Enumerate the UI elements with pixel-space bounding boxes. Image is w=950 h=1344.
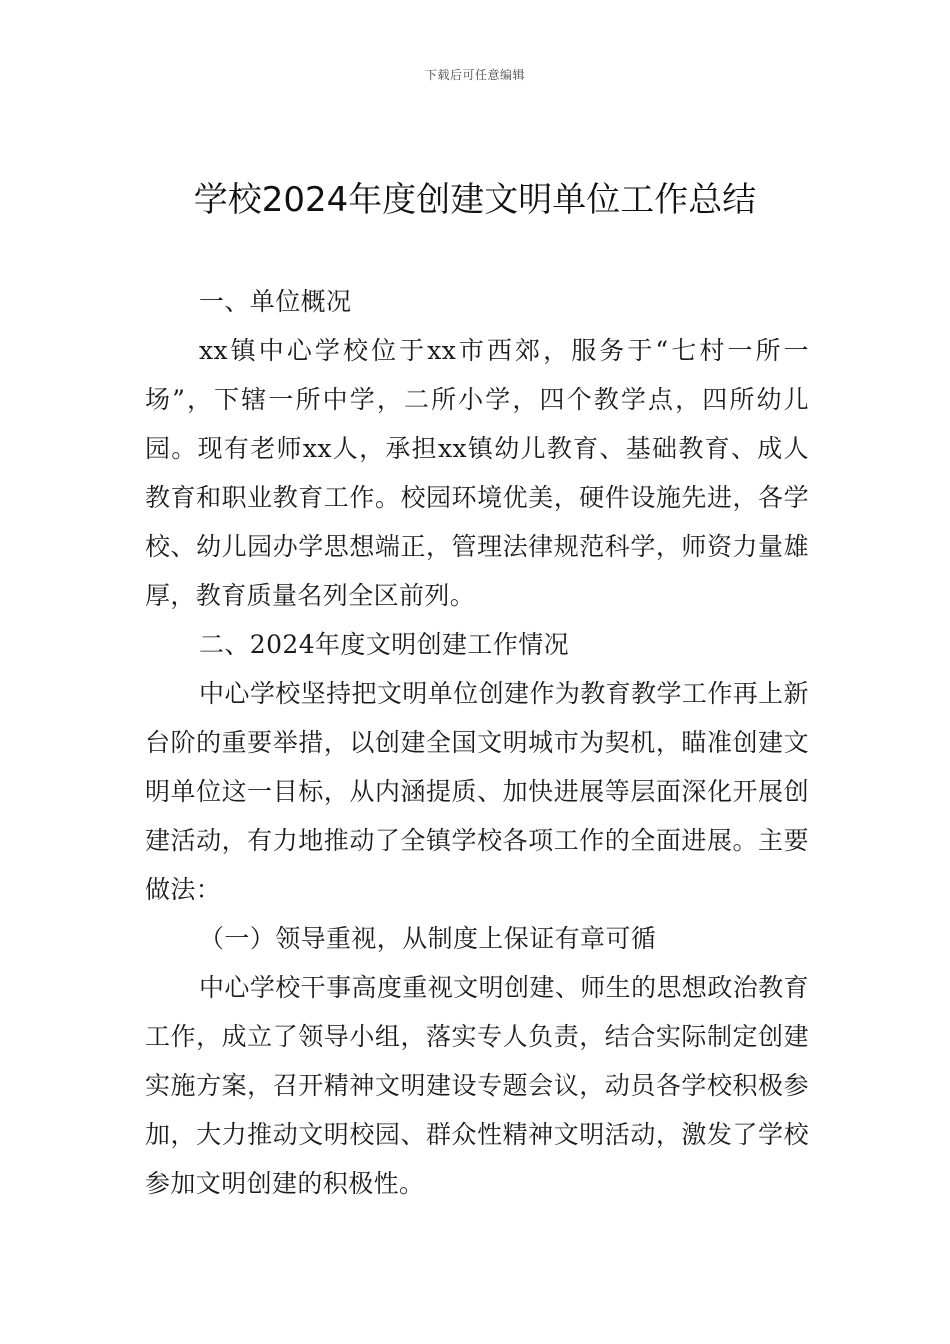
paragraph-work-status: 中心学校坚持把文明单位创建作为教育教学工作再上新台阶的重要举措，以创建全国文明城市为契机，瞄准创建文明单位这一目标，从内涵提质、加快进展等层面深化开展创建活动，有力地推动了全镇学校各项工作的全面进展。主要做法：: [145, 679, 809, 904]
page-header-note: 下载后可任意编辑: [424, 68, 525, 82]
document-title: 学校2024年度创建文明单位工作总结: [193, 180, 757, 220]
paragraph-overview: xx镇中心学校位于xx市西郊，服务于“七村一所一场”，下辖一所中学，二所小学，四个教学点，四所幼儿园。现有老师xx人，承担xx镇幼儿教育、基础教育、成人教育和职业教育工作。校园环境优美，硬件设施先进，各学校、幼儿园办学思想端正，管理法律规范科学，师资力量雄厚，教育质量名列全区前列。: [145, 336, 809, 610]
section-heading-work-status: 二、2024年度文明创建工作情况: [199, 630, 570, 659]
document-body: [145, 277, 809, 1208]
subsection-heading-leadership: （一）领导重视，从制度上保证有章可循: [199, 924, 657, 953]
section-heading-overview: 一、单位概况: [199, 287, 352, 316]
paragraph-leadership: 中心学校干事高度重视文明创建、师生的思想政治教育工作，成立了领导小组，落实专人负责，结合实际制定创建实施方案，召开精神文明建设专题会议，动员各学校积极参加，大力推动文明校园、群众性精神文明活动，激发了学校参加文明创建的积极性。: [145, 973, 809, 1198]
